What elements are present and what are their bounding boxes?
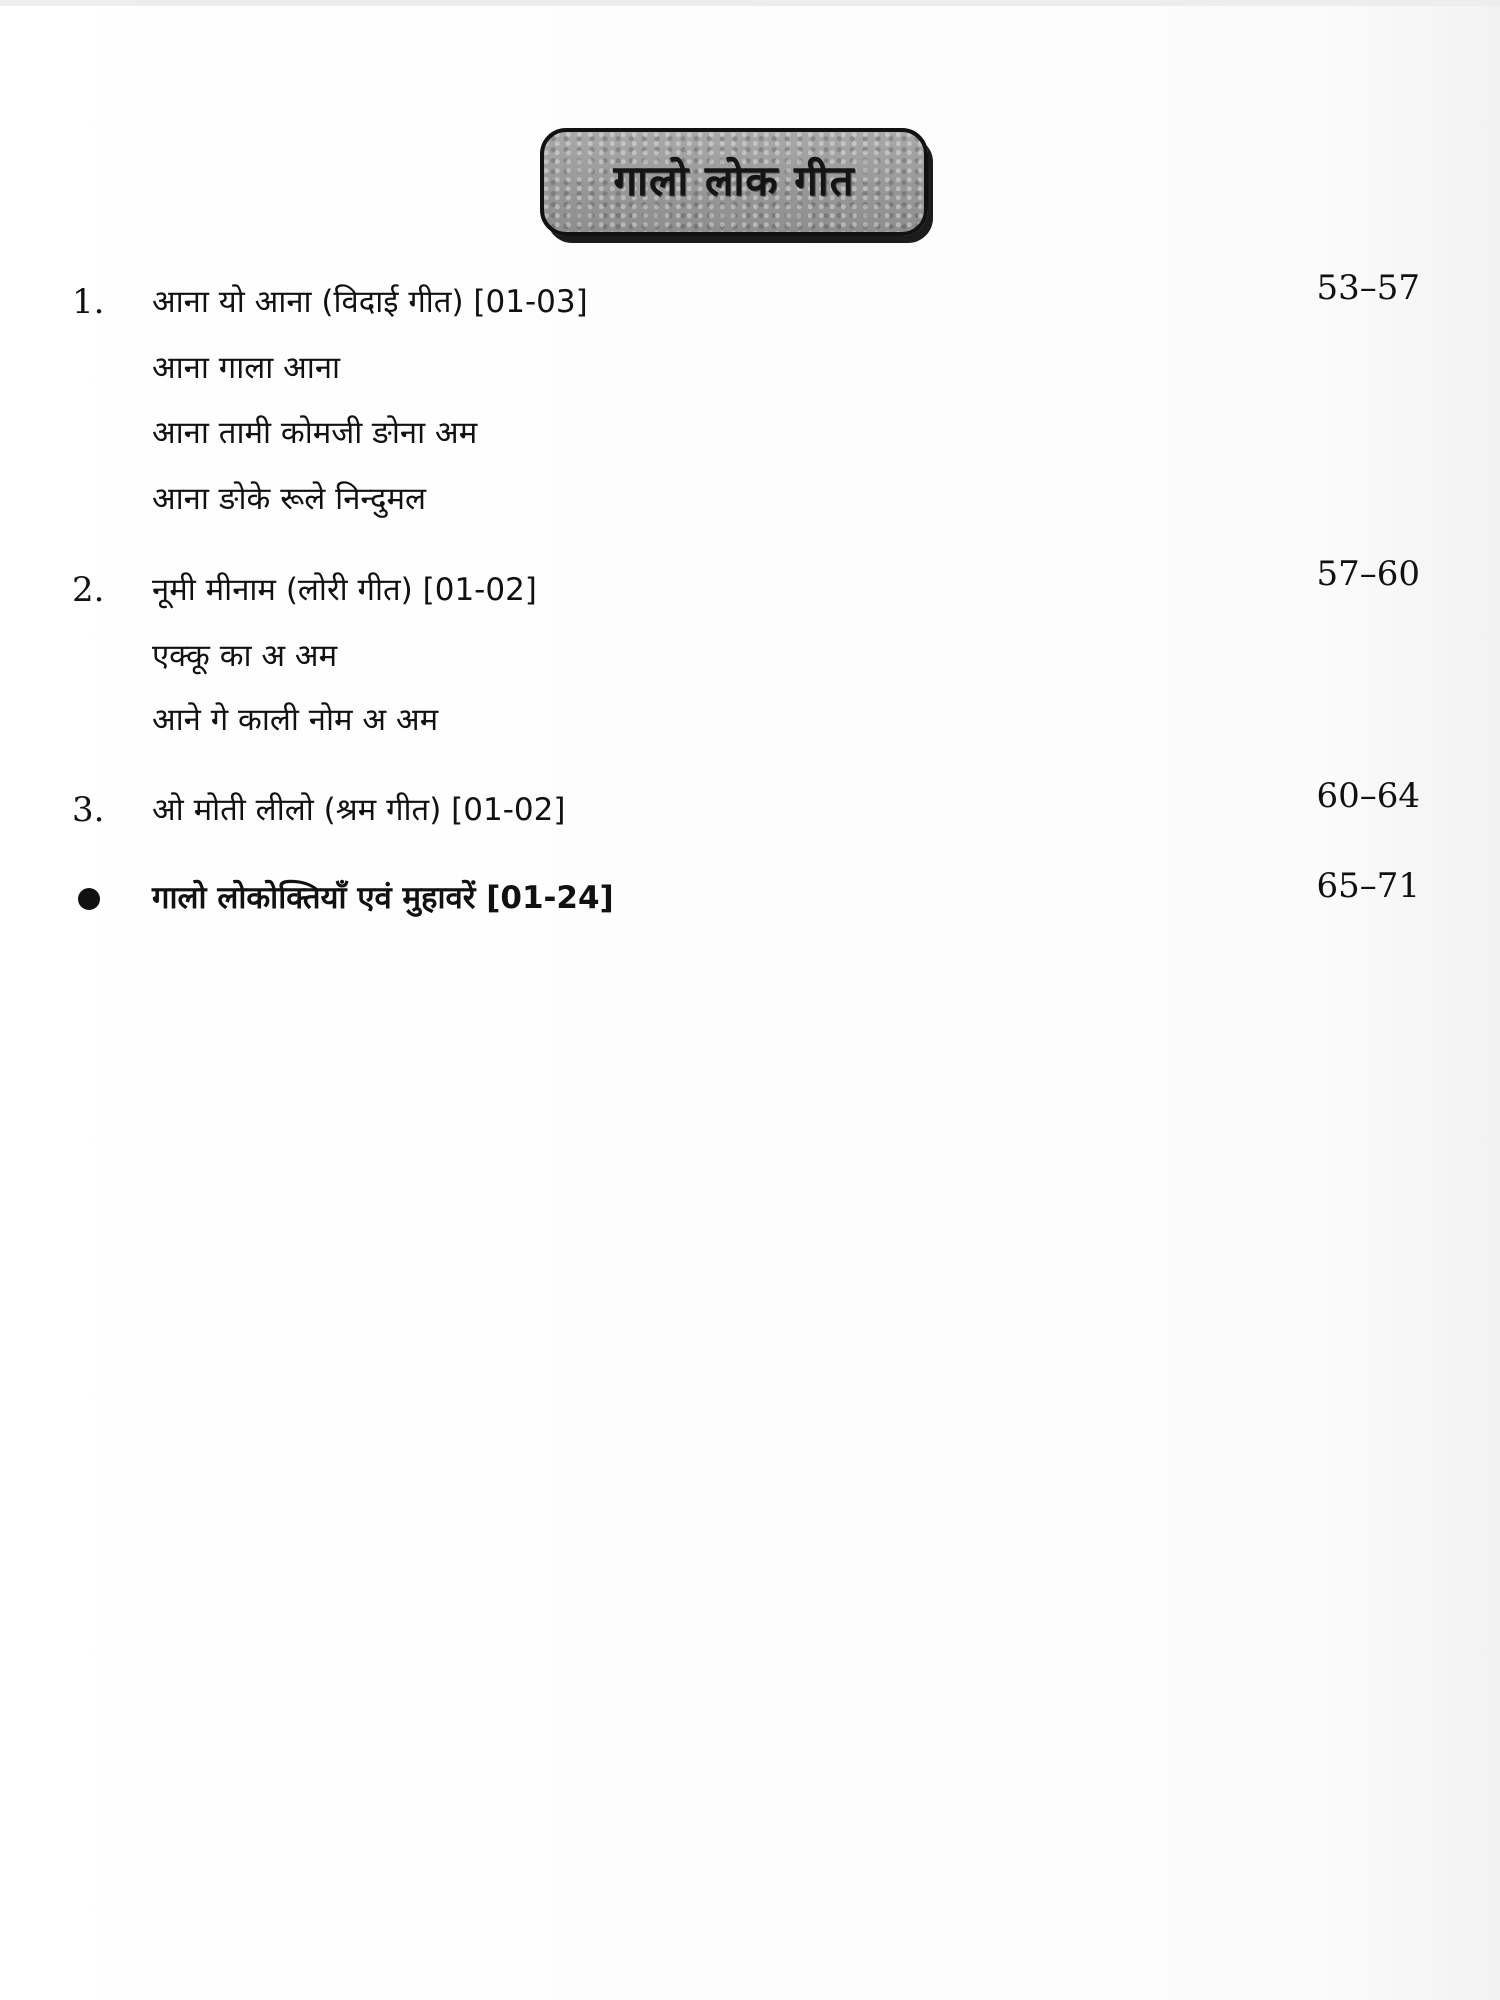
bullet-point [78, 888, 100, 910]
bullet-entry-pages: 65–71 [1316, 866, 1420, 906]
entry-title: आना यो आना (विदाई गीत) [01-03] [152, 284, 588, 320]
entry-pages: 60–64 [1316, 776, 1420, 816]
sub-item: आने गे काली नोम अ अम [152, 702, 439, 738]
entry-title: नूमी मीनाम (लोरी गीत) [01-02] [152, 572, 537, 608]
sub-item: आना ङोके रूले निन्दुमल [152, 481, 426, 517]
section-title: गालो लोक गीत [613, 155, 855, 205]
entry-pages: 53–57 [1316, 268, 1420, 308]
entry-pages: 57–60 [1316, 554, 1420, 594]
sub-item: आना गाला आना [152, 350, 341, 386]
entry-number: 3. [72, 790, 105, 830]
entry-number: 2. [72, 570, 105, 610]
sub-item: एक्कू का अ अम [152, 638, 338, 674]
bullet-entry-title: गालो लोकोक्तियाँ एवं मुहावरें [01-24] [152, 880, 614, 916]
section-title-box [540, 128, 928, 236]
entry-title: ओ मोती लीलो (श्रम गीत) [01-02] [152, 792, 566, 828]
sub-item: आना तामी कोमजी ङोना अम [152, 415, 478, 451]
entry-number: 1. [72, 282, 105, 322]
